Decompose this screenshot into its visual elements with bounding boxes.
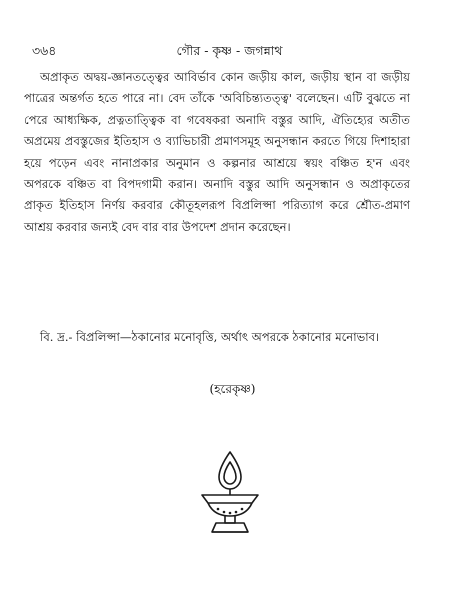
page-number: ৩৬৪: [32, 43, 57, 58]
closing-invocation: (হরেকৃষ্ণ): [209, 382, 256, 396]
body-paragraph: অপ্রাকৃত অদ্বয়-জ্ঞানতত্ত্বের আবির্ভাব কোন জড়ীয় কাল, জড়ীয় স্থান বা জড়ীয় পাত্রের অন্তর্গত হতে পারে না। বেদ তাঁকে 'অবিচিন্ত্যতত্ত্ব' বলেছেন। এটি বুঝতে না পেরে আধ্যক্ষিক, প্রত্নতাত্ত্বিক বা গবেষকরা অনাদি বস্তুর আদি, ঐতিহ্যের অতীত অপ্রমেয় প্রবস্তুজের ইতিহাস ও ব্যাভিচারী প্রমাণসমূহ অনুসন্ধান করতে গিয়ে দিশাহারা হয়ে পড়েন এবং নানাপ্রকার অনুমান ও কল্পনার আশ্রয়ে স্বয়ং বঞ্চিত হ'ন এবং অপরকে বঞ্চিত বা বিপদগামী করান। অনাদি বস্তুর আদি অনুসন্ধান ও অপ্রাকৃতের প্রাকৃত ইতিহাস নির্ণয় করবার কৌতূহলরূপ বিপ্রলিপ্সা পরিত্যাগ করে শ্রৌত-প্রমাণ আশ্রয় করবার জন্যই বেদ বার বার উপদেশ প্রদান করেছেন।: [24, 70, 410, 234]
page-header: [32, 43, 427, 61]
running-title: গৌর - কৃষ্ণ - জগন্নাথ: [176, 43, 283, 58]
oil-lamp-icon: [196, 448, 264, 540]
footnote-paragraph: বি. দ্র.- বিপ্রলিপ্সা—ঠকানোর মনোবৃত্তি, অর্থাৎ অপরকে ঠকানোর মনোভাব।: [40, 330, 380, 344]
